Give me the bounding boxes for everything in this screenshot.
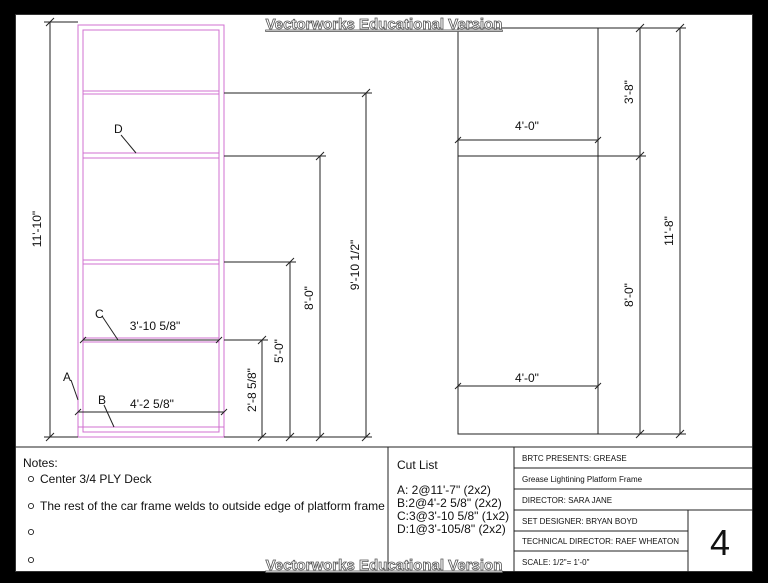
cut-list-item-a: A: 2@11'-7" (2x2) bbox=[397, 483, 491, 497]
label-b: B bbox=[98, 393, 107, 407]
label-c: C bbox=[95, 307, 104, 321]
left-frame-inner bbox=[83, 30, 219, 432]
cut-list-title: Cut List bbox=[397, 458, 438, 472]
tb-technical-director: TECHNICAL DIRECTOR: RAEF WHEATON bbox=[522, 537, 680, 546]
notes-title: Notes: bbox=[23, 456, 58, 470]
cut-list-item-c: C:3@3'-10 5/8" (1x2) bbox=[397, 509, 510, 523]
left-frame bbox=[78, 25, 224, 437]
label-a: A bbox=[63, 370, 72, 384]
dim-left-height-total: 11'-10" bbox=[30, 210, 44, 248]
dim-right-h-bottom: 8'-0" bbox=[622, 283, 636, 307]
dim-left-h-2-8: 2'-8 5/8" bbox=[245, 368, 259, 412]
tb-drawing-title: Grease Lightining Platform Frame bbox=[522, 475, 643, 484]
cut-list-item-d: D:1@3'-105/8" (2x2) bbox=[397, 522, 506, 536]
dim-left-h-8-0: 8'-0" bbox=[302, 286, 316, 310]
dim-left-h-9-10: 9'-10 1/2" bbox=[348, 239, 362, 291]
dim-left-width-bottom: 4'-2 5/8" bbox=[130, 397, 174, 411]
tb-set-designer: SET DESIGNER: BRYAN BOYD bbox=[522, 517, 638, 526]
note-item-1: Center 3/4 PLY Deck bbox=[40, 472, 152, 486]
watermark-bottom: Vectorworks Educational Version bbox=[265, 557, 503, 574]
note-bullets bbox=[28, 476, 33, 562]
label-d: D bbox=[114, 122, 123, 136]
tb-sheet-number: 4 bbox=[709, 522, 731, 563]
dim-right-width-bottom: 4'-0" bbox=[515, 371, 539, 385]
dim-right-h-top: 3'-8" bbox=[622, 80, 636, 104]
watermark-top: Vectorworks Educational Version bbox=[265, 16, 503, 33]
dim-right-h-total: 11'-8" bbox=[662, 216, 676, 246]
tb-production: BRTC PRESENTS: GREASE bbox=[522, 454, 627, 463]
dim-left-width-top: 3'-10 5/8" bbox=[129, 319, 181, 333]
cut-list-item-b: B:2@4'-2 5/8" (2x2) bbox=[397, 496, 502, 510]
tb-director: DIRECTOR: SARA JANE bbox=[522, 496, 613, 505]
note-item-2: The rest of the car frame welds to outside edge of platform frame bbox=[40, 499, 385, 513]
dim-right-width-top: 4'-0" bbox=[515, 119, 539, 133]
left-frame-outer bbox=[78, 25, 224, 437]
dim-left-h-5-0: 5'-0" bbox=[272, 339, 286, 363]
tb-scale: SCALE: 1/2"= 1'-0" bbox=[522, 558, 590, 567]
